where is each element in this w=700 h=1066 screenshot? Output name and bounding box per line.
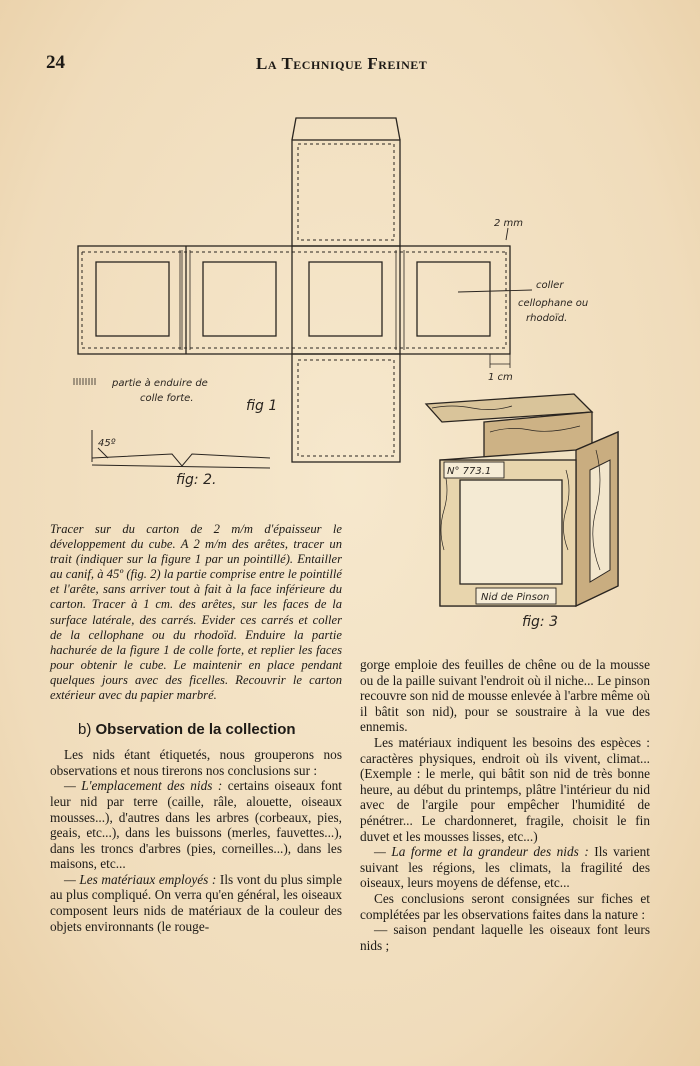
materiaux-paragraph [50,872,342,934]
right-column [360,657,650,953]
forme-text: Ils varient suivant les régions, les climats, la fragilité des oiseaux, leurs moyens de défense, etc... [360,844,650,891]
label-rhodoid: rhodoïd. [526,313,568,324]
fig3-caption: fig: 3 [522,614,559,630]
saison-paragraph: — saison pendant laquelle les oiseaux font leurs nids ; [360,922,650,953]
conclusions-paragraph: Ces conclusions seront consignées sur fiches et complétées par les observations faites dans la nature : [360,890,650,922]
page-number: 24 [46,52,65,73]
forme-paragraph [360,844,650,891]
emplacement-paragraph [50,778,342,872]
instructions-paragraph: Tracer sur du carton de 2 m/m d'épaisseur le développement du cube. A 2 m/m des arêtes, tracer un trait (indiquer sur la figure 1 par un pointillé). Entailler au canif, à 45º (fig. 2) la partie comprise entre le pointillé et l'arête, sans arriver tout à fait à la face inférieure du carton. Tracer à 1 cm. des arêtes, sur les faces de la surface latérale, des carrés. Evider ces carrés et coller de la cellophane ou du rhodoïd. Enduire la partie hachurée de la figure 1 de colle forte, et replier les faces pour obtenir le cube. Le maintenir en place pendant quelques jours avec des ficelles. Recouvrir le carton extérieur avec du papier marbré. [50,522,342,703]
materiaux-text: Ils vont du plus simple au plus compliqué. On verra qu'en général, les oiseaux composent leurs nids de matériaux de la couleur des objets environnants (le rouge- [50,871,342,934]
fig2-angle-label: 45º [98,438,116,449]
rouge-gorge-paragraph: gorge emploie des feuilles de chêne ou de la mousse ou de la paille suivant l'endroit où il niche... Le pinson recouvre son nid de mousse enlevée à l'arbre même où il bâtit son nid), pour se soustraire à la vue des ennemis. [360,657,651,735]
label-coller: coller [536,280,564,291]
besoins-paragraph: Les matériaux indiquent les besoins des espèces : caractères physiques, endroit où ils vivent, climat... (Exemple : le merle, qui bâtit son nid de très bonne heure, au début du printemps, plâtre l'intérieur du nid avec de l'argile pour empêcher l'humidité de pénétrer... Le chardonneret, fragile, choisit le fin duvet et les mousses lisses, etc...) [360,734,650,844]
intro-paragraph: Les nids étant étiquetés, nous grouperons nos observations et nous tirerons nos conclusions sur : [50,747,342,778]
label-cellophane: cellophane ou [518,298,589,309]
emplacement-lead: — L'emplacement des nids : [64,778,223,794]
fig3-box-label: Nid de Pinson [481,592,550,603]
legend-line2: colle forte. [140,393,194,404]
emplacement-text: certains oiseaux font leur nid par terre (caille, râle, alouette, oiseaux mousses...), d'autres dans les arbres (corbeaux, pies, geais, etc...), dans les buissons (merles, fauvettes...), dans les troncs d'arbres (pies, corneilles...), dans les maisons, etc... [50,778,342,872]
label-1cm: 1 cm [488,372,513,383]
fig1-caption: fig 1 [246,398,278,414]
page-header [46,52,656,80]
forme-lead: — La forme et la grandeur des nids : [374,844,589,860]
left-column [50,522,342,934]
section-letter: b) [78,721,92,739]
legend-line1: partie à enduire de [112,378,208,389]
left-body [50,747,342,934]
fig2-caption: fig: 2. [176,472,217,488]
section-heading [78,721,342,739]
fig3-nest-box [426,394,618,606]
materiaux-lead: — Les matériaux employés : [64,871,217,887]
running-title: La Technique Freinet [256,54,428,73]
fig3-box-number: N° 773.1 [447,466,492,477]
fig2-bevel-diagram [92,430,270,468]
label-2mm: 2 mm [494,218,524,229]
legend-hatch-sample [74,378,95,385]
right-body [360,657,650,953]
section-title: Observation de la collection [95,721,296,739]
